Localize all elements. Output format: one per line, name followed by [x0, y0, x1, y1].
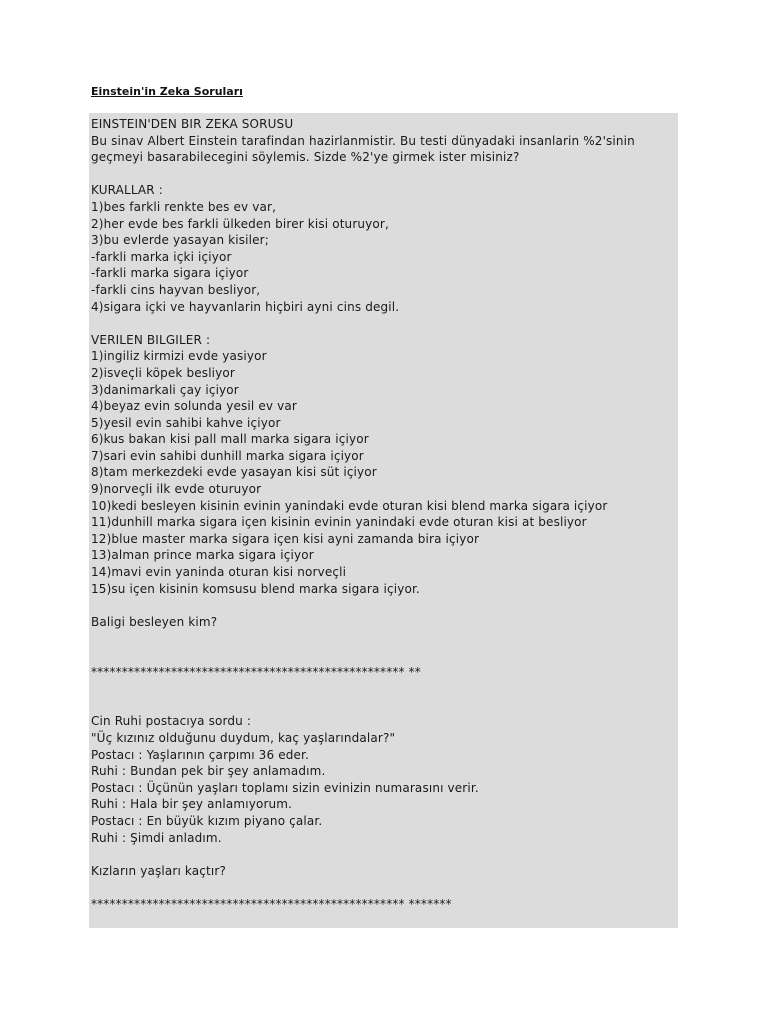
- text-line: -farkli marka içki içiyor: [91, 249, 232, 264]
- text-line: geçmeyi basarabilecegini söylemis. Sizde %2'ye girmek ister misiniz?: [91, 150, 520, 165]
- content-panel: [89, 113, 678, 928]
- text-line: Postacı : Yaşlarının çarpımı 36 eder.: [91, 747, 309, 762]
- blank-line: [91, 697, 635, 714]
- text-line: Bu sinav Albert Einstein tarafindan hazirlanmistir. Bu testi dünyadaki insanlarin %2'sinin: [91, 133, 635, 148]
- text-line: 3)bu evlerde yasayan kisiler;: [91, 233, 269, 248]
- text-line: 3)danimarkali çay içiyor: [91, 382, 239, 397]
- text-line: Postacı : Üçünün yaşları toplamı sizin evinizin numarasını verir.: [91, 780, 479, 795]
- text-line: EINSTEIN'DEN BIR ZEKA SORUSU: [91, 117, 294, 131]
- text-line: *************************************************** **: [91, 664, 421, 679]
- text-line: Ruhi : Şimdi anladım.: [91, 830, 222, 845]
- blank-line: [91, 315, 635, 332]
- text-line: Cin Ruhi postacıya sordu :: [91, 714, 252, 729]
- text-line: 14)mavi evin yaninda oturan kisi norveçli: [91, 565, 347, 580]
- text-line: Ruhi : Bundan pek bir şey anlamadım.: [91, 764, 326, 779]
- text-line: 1)ingiliz kirmizi evde yasiyor: [91, 349, 267, 364]
- text-line: -farkli marka sigara içiyor: [91, 266, 249, 281]
- text-line: KURALLAR :: [91, 183, 163, 198]
- blank-line: [91, 166, 635, 183]
- text-line: 7)sari evin sahibi dunhill marka sigara içiyor: [91, 448, 364, 463]
- text-line: VERILEN BILGILER :: [91, 332, 211, 347]
- content-text-lines: [91, 116, 635, 913]
- text-line: 4)beyaz evin solunda yesil ev var: [91, 399, 297, 414]
- text-line: 13)alman prince marka sigara içiyor: [91, 548, 314, 563]
- blank-line: [91, 879, 635, 896]
- text-line: *************************************************** *******: [91, 896, 452, 911]
- text-line: Kızların yaşları kaçtır?: [91, 863, 226, 878]
- text-line: 2)isveçli köpek besliyor: [91, 365, 235, 380]
- text-line: Postacı : En büyük kızım piyano çalar.: [91, 813, 323, 828]
- text-line: -farkli cins hayvan besliyor,: [91, 282, 261, 297]
- text-line: Baligi besleyen kim?: [91, 614, 218, 629]
- text-line: Ruhi : Hala bir şey anlamıyorum.: [91, 797, 293, 812]
- text-line: "Üç kızınız olduğunu duydum, kaç yaşlarındalar?": [91, 730, 396, 745]
- text-line: 2)her evde bes farkli ülkeden birer kisi oturuyor,: [91, 216, 389, 231]
- text-line: 9)norveçli ilk evde oturuyor: [91, 482, 262, 497]
- text-line: 12)blue master marka sigara içen kisi ayni zamanda bira içiyor: [91, 531, 480, 546]
- document-title: Einstein'in Zeka Soruları: [91, 85, 243, 98]
- text-line: 5)yesil evin sahibi kahve içiyor: [91, 415, 281, 430]
- blank-line: [91, 680, 635, 697]
- text-line: 10)kedi besleyen kisinin evinin yanindaki evde oturan kisi blend marka sigara içiyor: [91, 498, 608, 513]
- text-line: 11)dunhill marka sigara içen kisinin evinin yanindaki evde oturan kisi at besliyor: [91, 515, 587, 530]
- text-line: 1)bes farkli renkte bes ev var,: [91, 199, 277, 214]
- blank-line: [91, 630, 635, 647]
- blank-line: [91, 647, 635, 664]
- text-line: 8)tam merkezdeki evde yasayan kisi süt içiyor: [91, 465, 377, 480]
- text-line: 6)kus bakan kisi pall mall marka sigara içiyor: [91, 432, 369, 447]
- text-line: 15)su içen kisinin komsusu blend marka sigara içiyor.: [91, 581, 420, 596]
- blank-line: [91, 846, 635, 863]
- blank-line: [91, 597, 635, 614]
- text-line: 4)sigara içki ve hayvanlarin hiçbiri ayni cins degil.: [91, 299, 400, 314]
